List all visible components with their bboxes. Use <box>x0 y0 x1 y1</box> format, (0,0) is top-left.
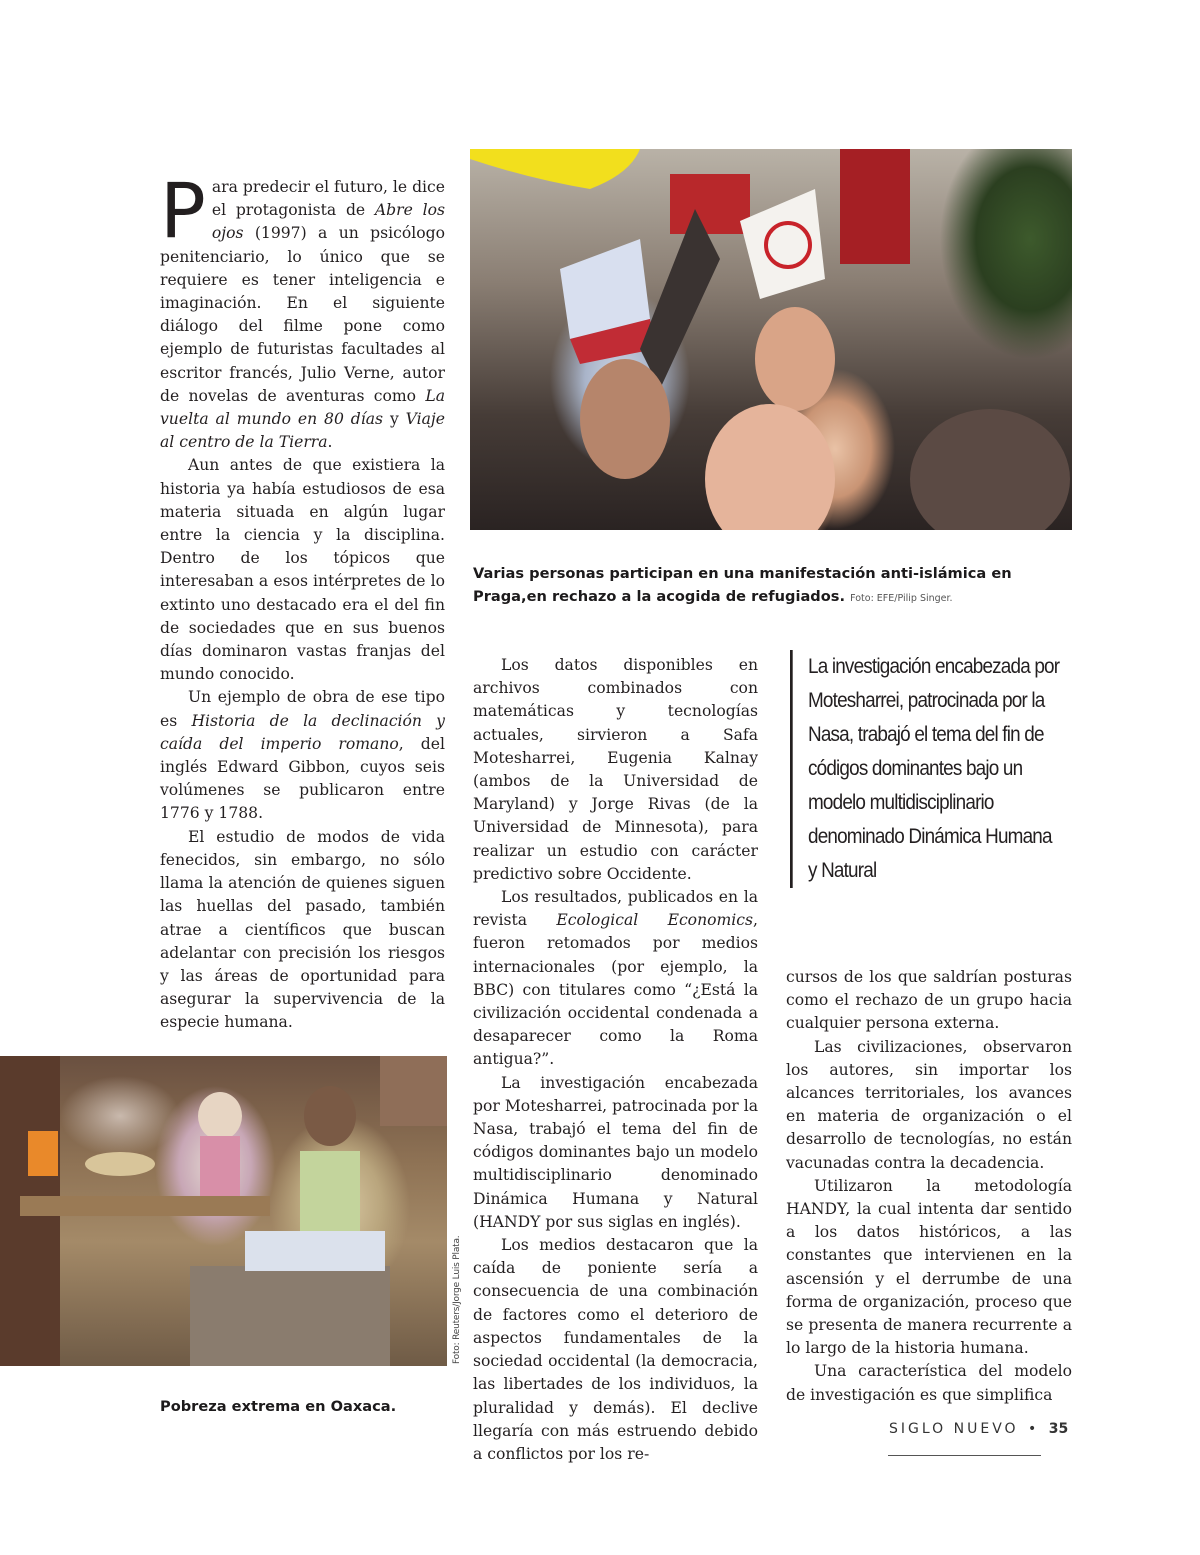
magazine-name: SIGLO NUEVO <box>889 1421 1019 1437</box>
protest-caption-text: Varias personas participan en una manifestación anti-islámica en Praga,en rechazo a la acogida de refugiados. <box>473 565 1012 605</box>
col1-p3-body: , del inglés Edward Gibbon, cuyos seis volúmenes se publicaron entre 1776 y 1788. <box>160 734 445 823</box>
col1-p1-end: . <box>327 433 333 452</box>
red-banner-shape <box>670 174 750 234</box>
doll-body-shape <box>200 1136 240 1196</box>
journal-title: Ecological Economics <box>556 911 754 930</box>
page-footer <box>889 1421 1068 1437</box>
book-title-2: Viaje al centro de la Tierra <box>160 410 445 452</box>
protest-photo-shapes <box>470 149 1072 530</box>
oaxaca-photo-credit: Foto: Reuters/Jorge Luis Plata. <box>452 1235 462 1364</box>
col1-paragraph-4: El estudio de modos de vida fenecidos, sin embargo, no sólo llama la atención de quienes siguen las huellas del pasado, también atrae a científicos que buscan adelantar con precisión los riesgos y las áreas de oportunidad para asegurar la supervivencia de la especie humana. <box>160 827 445 1032</box>
child-shirt-shape <box>300 1151 360 1241</box>
footer-separator: • <box>1028 1421 1040 1437</box>
oaxaca-photo-caption: Pobreza extrema en Oaxaca. <box>160 1398 397 1415</box>
shouting-face-shape <box>755 307 835 411</box>
drop-cap: P <box>160 166 206 255</box>
gibbon-title: Historia de la declinación y caída del imperio romano <box>160 711 445 753</box>
col2-paragraph-3: La investigación encabezada por Motesharrei, patrocinada por la Nasa, trabajó el tema del fin de códigos dominantes bajo un modelo multidisciplinario denominado Dinámica Humana y Natural (HANDY por sus siglas en inglés). <box>473 1073 758 1231</box>
col1-p1-joiner: y <box>383 410 406 429</box>
article-column-3 <box>786 966 1072 1407</box>
col2-p2-lead: Los resultados, publicados en la revista <box>473 888 758 930</box>
old-man-face-shape <box>580 359 670 479</box>
col1-paragraph-2: Aun antes de que existiera la historia ya había estudiosos de esa materia situada en algún lugar entre la ciencia y la disciplina. Dentro de los tópicos que interesaban a esos intérpretes de lo extinto uno destacado era el del fin de sociedades que en sus buenos días dominaron vastas franjas del mundo conocido. <box>160 456 445 684</box>
white-flag-shape <box>740 189 825 299</box>
col2-paragraph-2 <box>473 886 758 1072</box>
oaxaca-photo <box>0 1056 447 1366</box>
bench-shape <box>190 1266 390 1366</box>
col3-paragraph-2: Las civilizaciones, observaron los autores, sin importar los alcances territoriales, los avances en materia de organización o el desarrollo de tecnologías, no están vacunadas contra la decadencia. <box>786 1037 1072 1172</box>
raised-arm-shape <box>640 209 720 389</box>
col1-paragraph-3 <box>160 686 445 825</box>
background-shape <box>380 1056 447 1126</box>
col3-paragraph-3: Utilizaron la metodología HANDY, la cual intenta dar sentido a los datos históricos, a las constantes que intervienen en la ascensión y el derrumbe de una forma de organización, proceso que se presenta de manera recurrente a lo largo de la historia humana. <box>786 1176 1072 1358</box>
pull-quote: La investigación encabezada por Motesharrei, patrocinada por la Nasa, trabajó el tema del fin de códigos dominantes bajo un modelo multidisciplinario denominado Dinámica Humana y Natural <box>790 650 1062 888</box>
protest-photo-credit: Foto: EFE/Pilip Singer. <box>850 593 953 604</box>
red-flag-shape <box>840 149 910 264</box>
col2-paragraph-1: Los datos disponibles en archivos combinados con matemáticas y tecnologías actuales, sirvieron a Safa Motesharrei, Eugenia Kalnay (ambos de la Universidad de Maryland) y Jorge Rivas (de la Universidad de Minnesota), para realizar un estudio con carácter predictivo sobre Occidente. <box>473 656 758 883</box>
protest-photo-caption <box>473 562 1083 610</box>
basket-shape <box>85 1152 155 1176</box>
col1-p3-lead: Un ejemplo de obra de ese tipo es <box>160 688 445 730</box>
col2-p2-body: , fueron retomados por medios internacionales (por ejemplo, la BBC) con titulares como “¿Está la civilización occidental condenada a desaparecer como la Roma antigua?”. <box>473 911 758 1069</box>
col1-p1-body: (1997) a un psicólogo penitenciario, lo único que se requiere es tener inteligencia e imaginación. En el siguiente diálogo del filme pone como ejemplo de futuristas facultades al escritor francés, Julio Verne, autor de novelas de aventuras como <box>160 224 445 405</box>
article-column-2 <box>473 654 758 1466</box>
article-column-1 <box>160 166 446 1035</box>
page-number: 35 <box>1048 1421 1069 1437</box>
table-top-shape <box>20 1196 270 1216</box>
oaxaca-photo-shapes <box>0 1056 447 1366</box>
child-head-shape <box>304 1086 356 1146</box>
doll-head-shape <box>198 1092 242 1140</box>
blurred-crowd-shape <box>910 409 1070 530</box>
book-title-1: La vuelta al mundo en 80 días <box>160 386 445 429</box>
yellow-flag-shape <box>470 149 640 189</box>
col3-paragraph-4: Una característica del modelo de investigación es que simplifica <box>786 1362 1072 1404</box>
protest-photo <box>470 149 1072 530</box>
woman-face-shape <box>705 404 835 530</box>
film-title: Abre los ojos <box>211 201 445 243</box>
col2-paragraph-4: Los medios destacaron que la caída de poniente sería a consecuencia de una combinación de factores como el deterioro de aspectos fundamentales de la sociedad occidental (la democracia, las libertades de los individuos, la pluralidad y demás). El declive llegaría con más estruendo debido a conflictos por los re- <box>473 1236 758 1463</box>
orange-cup-shape <box>28 1131 58 1176</box>
col1-paragraph-1 <box>160 166 446 454</box>
child-pants-shape <box>245 1231 385 1271</box>
footer-rule <box>888 1455 1041 1456</box>
col3-paragraph-1: cursos de los que saldrían posturas como el rechazo de un grupo hacia cualquier persona externa. <box>786 968 1072 1033</box>
col1-p1-lead: ara predecir el futuro, le dice el protagonista de <box>211 178 446 220</box>
